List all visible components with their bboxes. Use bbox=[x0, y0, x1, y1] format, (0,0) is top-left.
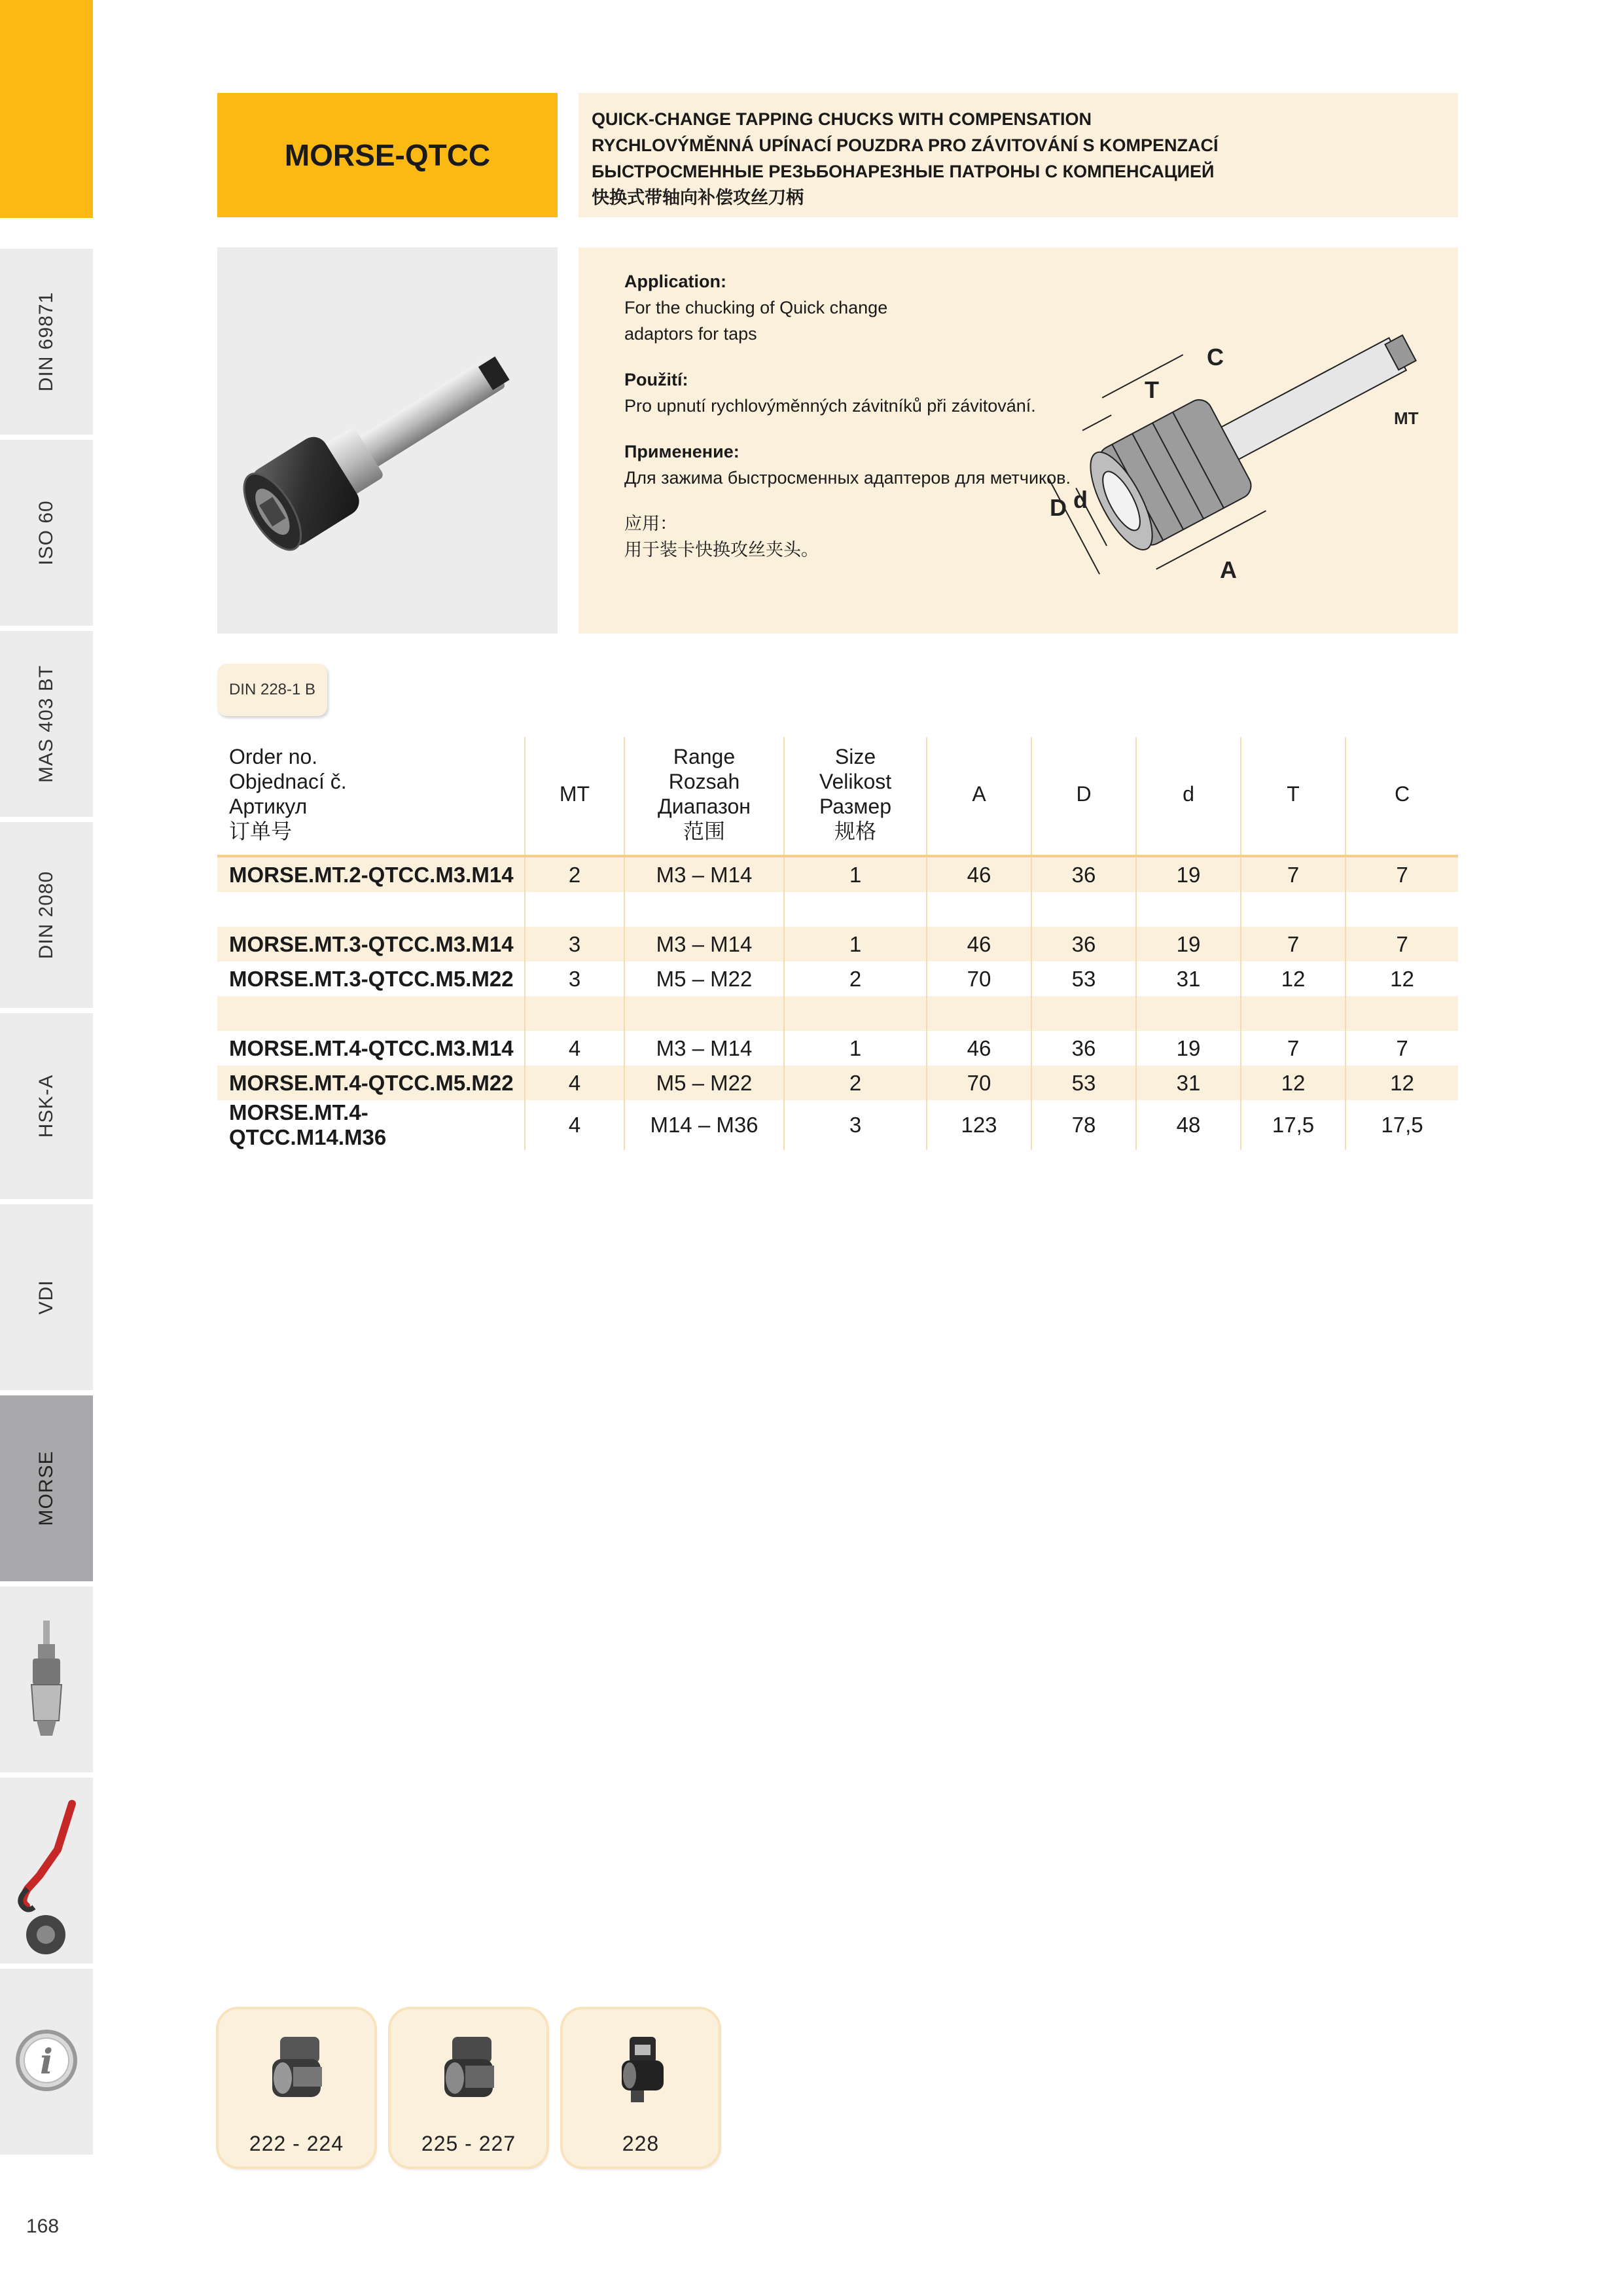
info-icon bbox=[0, 1969, 93, 2157]
cell-order-no: MORSE.MT.4-QTCC.M14.M36 bbox=[229, 1100, 387, 1149]
subtitle-zh: 快换式带轴向补偿攻丝刀柄 bbox=[592, 188, 804, 207]
header-line: Rozsah bbox=[668, 770, 740, 793]
cell-order-no: MORSE.MT.2-QTCC.M3.M14 bbox=[217, 856, 525, 892]
header-line: Order no. bbox=[229, 745, 318, 768]
product-title: MORSE-QTCC bbox=[284, 138, 491, 172]
table-row[interactable] bbox=[217, 1066, 1458, 1100]
cell-a: 46 bbox=[927, 856, 1031, 892]
drill-chuck-icon bbox=[0, 1587, 93, 1775]
header-range bbox=[624, 737, 784, 856]
cell-mt: 3 bbox=[525, 961, 624, 996]
cell-t: 17,5 bbox=[1241, 1100, 1346, 1150]
cell-d-inner: 19 bbox=[1136, 1031, 1241, 1066]
header-line: 规格 bbox=[834, 819, 876, 843]
cell-range: M5 – M22 bbox=[624, 961, 784, 996]
sidebar-tab-label: DIN 69871 bbox=[35, 291, 57, 392]
header-line: Артикул bbox=[229, 795, 308, 818]
dimension-diagram bbox=[1030, 287, 1449, 614]
spec-table bbox=[217, 737, 1458, 1150]
subtitle-en: QUICK-CHANGE TAPPING CHUCKS WITH COMPENSATION bbox=[592, 109, 1092, 129]
cell-c: 17,5 bbox=[1346, 1100, 1458, 1150]
application-line: For the chucking of Quick change bbox=[624, 298, 888, 317]
cell-a: 123 bbox=[927, 1100, 1031, 1150]
header-d-outer: D bbox=[1031, 737, 1136, 856]
header-line: Размер bbox=[819, 795, 891, 818]
sidebar-tab-din-69871[interactable] bbox=[0, 246, 93, 435]
header-d-inner: d bbox=[1136, 737, 1241, 856]
sidebar-tab-label: MORSE bbox=[35, 1450, 57, 1526]
thumbnail-link-222-224[interactable] bbox=[219, 2009, 374, 2166]
thumbnail-link-228[interactable] bbox=[563, 2009, 719, 2166]
cell-mt: 3 bbox=[525, 927, 624, 961]
table-row[interactable] bbox=[217, 856, 1458, 892]
header-line: 范围 bbox=[683, 819, 725, 843]
application-heading-en: Application: bbox=[624, 272, 726, 291]
header-a: A bbox=[927, 737, 1031, 856]
cell-d-outer: 78 bbox=[1031, 1100, 1136, 1150]
application-heading-ru: Применение: bbox=[624, 442, 740, 461]
cell-d-inner: 48 bbox=[1136, 1100, 1241, 1150]
diagram-label-mt: MT bbox=[1394, 408, 1419, 428]
table-row[interactable] bbox=[217, 927, 1458, 961]
cell-t: 7 bbox=[1241, 856, 1346, 892]
cell-c: 7 bbox=[1346, 1031, 1458, 1066]
application-text-ru: Для зажима быстросменных адаптеров для метчиков. bbox=[624, 468, 1071, 488]
subtitle-cz: RYCHLOVÝMĚNNÁ UPÍNACÍ POUZDRA PRO ZÁVITOVÁNÍ S KOMPENZACÍ bbox=[592, 135, 1219, 155]
wrench-nut-icon bbox=[0, 1778, 93, 1966]
sidebar-wrench-nut[interactable] bbox=[0, 1775, 93, 1964]
thumbnail-link-225-227[interactable] bbox=[391, 2009, 546, 2166]
thumbnail-caption: 222 - 224 bbox=[249, 2132, 344, 2155]
sidebar-tab-hsk-a[interactable] bbox=[0, 1011, 93, 1199]
application-text bbox=[624, 268, 1082, 583]
cell-c: 12 bbox=[1346, 1066, 1458, 1100]
adaptor-clutch-icon bbox=[426, 2028, 511, 2113]
table-spacer-row bbox=[217, 892, 1458, 927]
table-spacer-row bbox=[217, 996, 1458, 1031]
cell-d-inner: 31 bbox=[1136, 1066, 1241, 1100]
sidebar-info[interactable] bbox=[0, 1966, 93, 2155]
tapping-chuck-image bbox=[217, 247, 558, 634]
header-line: Range bbox=[673, 745, 736, 768]
cell-d-inner: 31 bbox=[1136, 961, 1241, 996]
sidebar-tab-din-2080[interactable] bbox=[0, 819, 93, 1008]
cell-c: 12 bbox=[1346, 961, 1458, 996]
cell-d-outer: 36 bbox=[1031, 927, 1136, 961]
diagram-label-t: T bbox=[1145, 376, 1159, 403]
cell-order-no: MORSE.MT.4-QTCC.M5.M22 bbox=[217, 1066, 525, 1100]
din-standard-badge: DIN 228-1 B bbox=[217, 664, 327, 716]
diagram-label-d-inner: d bbox=[1073, 486, 1088, 513]
cell-a: 46 bbox=[927, 1031, 1031, 1066]
cell-a: 70 bbox=[927, 961, 1031, 996]
cell-order-no: MORSE.MT.3-QTCC.M3.M14 bbox=[217, 927, 525, 961]
table-header-row bbox=[217, 737, 1458, 856]
header-c: C bbox=[1346, 737, 1458, 856]
cell-size: 1 bbox=[784, 927, 927, 961]
cell-t: 12 bbox=[1241, 1066, 1346, 1100]
cell-mt: 4 bbox=[525, 1031, 624, 1066]
diagram-label-a: A bbox=[1220, 556, 1237, 583]
product-title-box bbox=[217, 93, 558, 217]
header-line: Objednací č. bbox=[229, 770, 347, 793]
diagram-label-c: C bbox=[1207, 344, 1224, 370]
cell-range: M5 – M22 bbox=[624, 1066, 784, 1100]
sidebar-tab-mas-403-bt[interactable] bbox=[0, 628, 93, 817]
table-row[interactable] bbox=[217, 1031, 1458, 1066]
product-photo bbox=[217, 247, 558, 634]
header-mt: MT bbox=[525, 737, 624, 856]
cell-a: 46 bbox=[927, 927, 1031, 961]
header-line: 订单号 bbox=[229, 819, 293, 843]
cell-mt: 4 bbox=[525, 1100, 624, 1150]
sidebar bbox=[0, 0, 93, 2179]
sidebar-tab-label: HSK-A bbox=[35, 1074, 57, 1138]
cell-size: 2 bbox=[784, 961, 927, 996]
header-t: T bbox=[1241, 737, 1346, 856]
cell-mt: 4 bbox=[525, 1066, 624, 1100]
tapping-chuck-icon bbox=[598, 2028, 683, 2113]
cell-mt: 2 bbox=[525, 856, 624, 892]
cell-order-no: MORSE.MT.4-QTCC.M3.M14 bbox=[229, 1035, 514, 1060]
header-line: Диапазон bbox=[658, 795, 751, 818]
cell-t: 12 bbox=[1241, 961, 1346, 996]
thumbnail-caption: 225 - 227 bbox=[421, 2132, 516, 2155]
cell-d-outer: 53 bbox=[1031, 961, 1136, 996]
application-heading-cz: Použití: bbox=[624, 370, 688, 389]
cell-size: 3 bbox=[784, 1100, 927, 1150]
page-number: 168 bbox=[26, 2215, 60, 2237]
cell-d-inner: 19 bbox=[1136, 927, 1241, 961]
sidebar-tab-label: MAS 403 BT bbox=[35, 664, 57, 783]
sidebar-tab-label: ISO 60 bbox=[35, 500, 57, 565]
cell-t: 7 bbox=[1241, 927, 1346, 961]
sidebar-tab-morse[interactable] bbox=[0, 1393, 93, 1581]
header-line: Size bbox=[834, 745, 876, 768]
cell-d-outer: 36 bbox=[1031, 1031, 1136, 1066]
sidebar-tab-iso-60[interactable] bbox=[0, 437, 93, 626]
adaptor-icon bbox=[254, 2028, 339, 2113]
header-order-no bbox=[217, 737, 525, 856]
cell-range: M3 – M14 bbox=[624, 1031, 784, 1066]
header-size bbox=[784, 737, 927, 856]
table-row[interactable] bbox=[217, 1100, 1458, 1150]
sidebar-drill-chuck[interactable] bbox=[0, 1584, 93, 1772]
application-panel bbox=[579, 247, 1458, 634]
cell-c: 7 bbox=[1346, 927, 1458, 961]
sidebar-tab-label: VDI bbox=[35, 1280, 57, 1315]
application-text-en bbox=[624, 295, 1082, 347]
sidebar-tab-label: DIN 2080 bbox=[35, 870, 57, 960]
application-heading-zh: 应用： bbox=[624, 514, 677, 533]
cell-d-inner: 19 bbox=[1136, 856, 1241, 892]
cell-d-outer: 53 bbox=[1031, 1066, 1136, 1100]
cell-range: M3 – M14 bbox=[624, 927, 784, 961]
subtitle-ru: БЫСТРОСМЕННЫЕ РЕЗЬБОНАРЕЗНЫЕ ПАТРОНЫ С КОМПЕНСАЦИЕЙ bbox=[592, 162, 1215, 181]
cell-size: 1 bbox=[784, 1031, 927, 1066]
application-line: adaptors for taps bbox=[624, 324, 757, 344]
cell-a: 70 bbox=[927, 1066, 1031, 1100]
product-subtitle-box bbox=[579, 93, 1458, 217]
cell-c: 7 bbox=[1346, 856, 1458, 892]
table-row[interactable] bbox=[217, 961, 1458, 996]
diagram-label-d-outer: D bbox=[1050, 494, 1067, 521]
application-text-zh: 用于装卡快换攻丝夹头。 bbox=[624, 540, 819, 560]
svg-text:i: i bbox=[40, 2042, 53, 2082]
sidebar-accent-block bbox=[0, 0, 93, 218]
sidebar-tab-vdi[interactable] bbox=[0, 1202, 93, 1390]
cell-t: 7 bbox=[1241, 1031, 1346, 1066]
cell-range: M3 – M14 bbox=[624, 856, 784, 892]
cell-range: M14 – M36 bbox=[624, 1100, 784, 1150]
cell-order-no: MORSE.MT.3-QTCC.M5.M22 bbox=[229, 966, 514, 991]
cell-d-outer: 36 bbox=[1031, 856, 1136, 892]
thumbnail-caption: 228 bbox=[622, 2132, 660, 2155]
header-line: Velikost bbox=[819, 770, 892, 793]
cell-size: 2 bbox=[784, 1066, 927, 1100]
cell-size: 1 bbox=[784, 856, 927, 892]
application-text-cz: Pro upnutí rychlovýměnných závitníků při závitování. bbox=[624, 396, 1036, 416]
